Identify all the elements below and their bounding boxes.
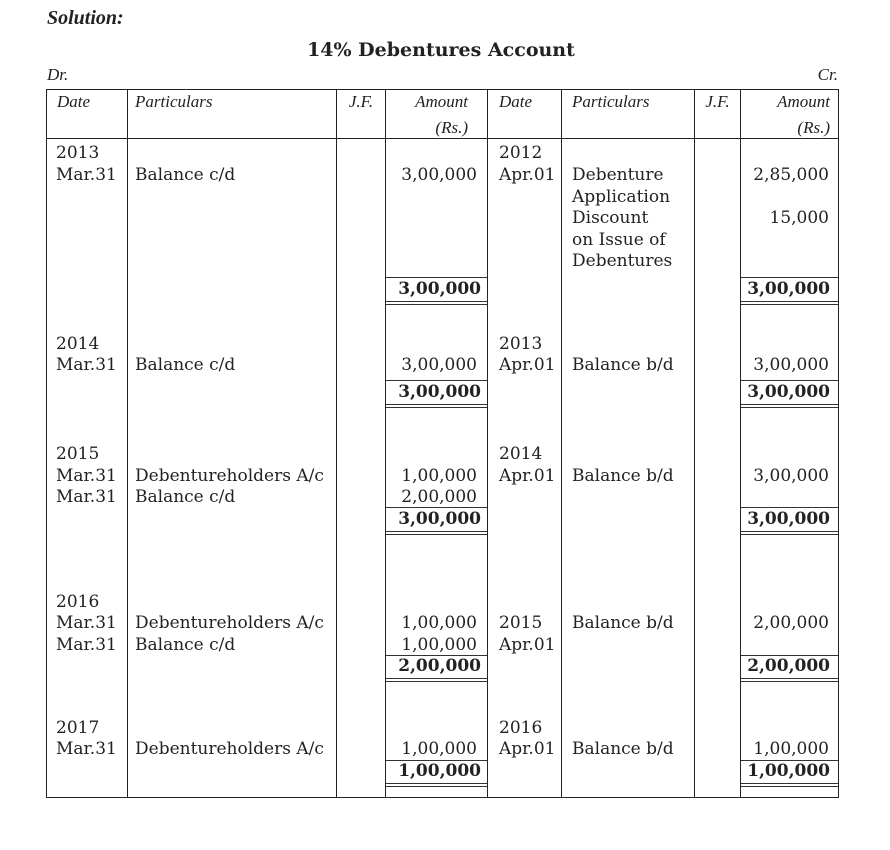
col-line-dr-particulars	[336, 89, 337, 797]
cr-year: 2012	[499, 143, 543, 163]
dr-entry-particulars: Balance c/d	[135, 355, 236, 375]
cr-entry-date: Apr.01	[499, 635, 556, 655]
dr-year: 2016	[56, 592, 100, 612]
dr-total-amount: 3,00,000	[398, 509, 481, 529]
col-line-left	[46, 89, 47, 797]
header-cr-date: Date	[499, 92, 533, 111]
dr-total-amount: 2,00,000	[398, 656, 481, 676]
col-line-dr-jf	[385, 89, 386, 797]
cr-entry-date: Apr.01	[499, 165, 556, 185]
dr-total-line-bottom	[386, 531, 487, 532]
dr-total-line-bottom	[386, 678, 487, 679]
header-cr-amount-unit: (Rs.)	[797, 118, 830, 137]
dr-entry-date: Mar.31	[56, 487, 117, 507]
cr-total-amount: 3,00,000	[747, 279, 830, 299]
dr-total-line-bottom	[386, 783, 487, 784]
col-line-cr-particulars	[694, 89, 695, 797]
col-line-dr-date	[127, 89, 128, 797]
dr-entry-date: Mar.31	[56, 613, 117, 633]
dr-total-line-bottom	[386, 404, 487, 405]
cr-total-line-bottom	[741, 404, 838, 405]
dr-entry-amount: 1,00,000	[401, 466, 477, 486]
dr-year: 2015	[56, 444, 100, 464]
cr-total-line-bottom	[741, 407, 838, 408]
cr-total-line-bottom	[741, 681, 838, 682]
col-line-cr-jf	[740, 89, 741, 797]
solution-label: Solution:	[47, 7, 124, 29]
header-dr-amount: Amount	[415, 92, 468, 111]
cr-entry-amount: 1,00,000	[753, 739, 829, 759]
cr-total-line-top	[741, 507, 838, 508]
col-line-cr-date	[561, 89, 562, 797]
dr-total-line-top	[386, 277, 487, 278]
dr-total-amount: 1,00,000	[398, 761, 481, 781]
dr-entry-particulars: Balance c/d	[135, 165, 236, 185]
header-dr-jf: J.F.	[348, 92, 374, 111]
dr-entry-date: Mar.31	[56, 466, 117, 486]
dr-entry-amount: 1,00,000	[401, 635, 477, 655]
dr-total-line-bottom	[386, 407, 487, 408]
cr-entry-particulars-line: Debenture	[572, 165, 664, 185]
header-cr-amount: Amount	[777, 92, 830, 111]
cr-total-amount: 1,00,000	[747, 761, 830, 781]
cr-total-line-bottom	[741, 534, 838, 535]
cr-entry-amount: 2,85,000	[753, 165, 829, 185]
cr-entry-amount: 15,000	[769, 208, 829, 228]
cr-entry-amount: 3,00,000	[753, 355, 829, 375]
header-cr-particulars: Particulars	[572, 92, 650, 111]
cr-year: 2016	[499, 718, 543, 738]
dr-total-line-top	[386, 507, 487, 508]
dr-year: 2017	[56, 718, 100, 738]
cr-entry-amount: 2,00,000	[753, 613, 829, 633]
header-dr-date: Date	[57, 92, 91, 111]
cr-total-line-top	[741, 380, 838, 381]
dr-total-amount: 3,00,000	[398, 279, 481, 299]
cr-entry-date: Apr.01	[499, 466, 556, 486]
dr-entry-particulars: Debentureholders A/c	[135, 613, 324, 633]
cr-total-line-bottom	[741, 783, 838, 784]
cr-entry-particulars: Balance b/d	[572, 739, 674, 759]
cr-total-amount: 3,00,000	[747, 382, 830, 402]
cr-total-line-bottom	[741, 304, 838, 305]
dr-total-line-bottom	[386, 301, 487, 302]
account-title: 14% Debentures Account	[307, 39, 575, 61]
cr-total-line-bottom	[741, 531, 838, 532]
dr-entry-amount: 3,00,000	[401, 355, 477, 375]
cr-entry-particulars: Balance b/d	[572, 355, 674, 375]
dr-total-line-bottom	[386, 534, 487, 535]
cr-entry-date: Apr.01	[499, 739, 556, 759]
dr-entry-particulars: Debentureholders A/c	[135, 739, 324, 759]
dr-year: 2013	[56, 143, 100, 163]
dr-total-line-top	[386, 380, 487, 381]
cr-entry-particulars-line: on Issue of	[572, 230, 666, 250]
dr-total-line-bottom	[386, 681, 487, 682]
dr-entry-amount: 1,00,000	[401, 739, 477, 759]
dr-entry-amount: 3,00,000	[401, 165, 477, 185]
dr-entry-date: Mar.31	[56, 355, 117, 375]
cr-total-amount: 3,00,000	[747, 509, 830, 529]
cr-entry-particulars-line: Application	[572, 187, 671, 207]
col-line-dr-amount	[487, 89, 488, 797]
cr-year: 2014	[499, 444, 543, 464]
dr-total-amount: 3,00,000	[398, 382, 481, 402]
cr-total-line-bottom	[741, 786, 838, 787]
dr-total-line-bottom	[386, 786, 487, 787]
cr-entry-particulars: Balance b/d	[572, 613, 674, 633]
dr-entry-particulars: Balance c/d	[135, 487, 236, 507]
dr-label: Dr.	[47, 65, 69, 84]
dr-entry-amount: 2,00,000	[401, 487, 477, 507]
header-cr-jf: J.F.	[705, 92, 730, 111]
cr-entry-date: Apr.01	[499, 355, 556, 375]
dr-entry-particulars: Balance c/d	[135, 635, 236, 655]
dr-entry-date: Mar.31	[56, 165, 117, 185]
cr-year: 2015	[499, 613, 543, 633]
table-top-border	[46, 89, 839, 90]
dr-total-line-bottom	[386, 304, 487, 305]
cr-total-line-top	[741, 277, 838, 278]
cr-entry-particulars: Balance b/d	[572, 466, 674, 486]
cr-entry-particulars-line: Discount	[572, 208, 649, 228]
col-line-right	[838, 89, 839, 797]
cr-total-line-bottom	[741, 678, 838, 679]
cr-total-amount: 2,00,000	[747, 656, 830, 676]
dr-entry-date: Mar.31	[56, 739, 117, 759]
dr-year: 2014	[56, 334, 100, 354]
header-bottom-border	[46, 138, 839, 139]
header-dr-amount-unit: (Rs.)	[435, 118, 468, 137]
dr-entry-amount: 1,00,000	[401, 613, 477, 633]
cr-total-line-bottom	[741, 301, 838, 302]
header-dr-particulars: Particulars	[135, 92, 213, 111]
dr-entry-date: Mar.31	[56, 635, 117, 655]
cr-year: 2013	[499, 334, 543, 354]
table-bottom-border	[46, 797, 839, 798]
dr-entry-particulars: Debentureholders A/c	[135, 466, 324, 486]
cr-entry-particulars-line: Debentures	[572, 251, 673, 271]
cr-entry-amount: 3,00,000	[753, 466, 829, 486]
cr-label: Cr.	[817, 65, 838, 84]
